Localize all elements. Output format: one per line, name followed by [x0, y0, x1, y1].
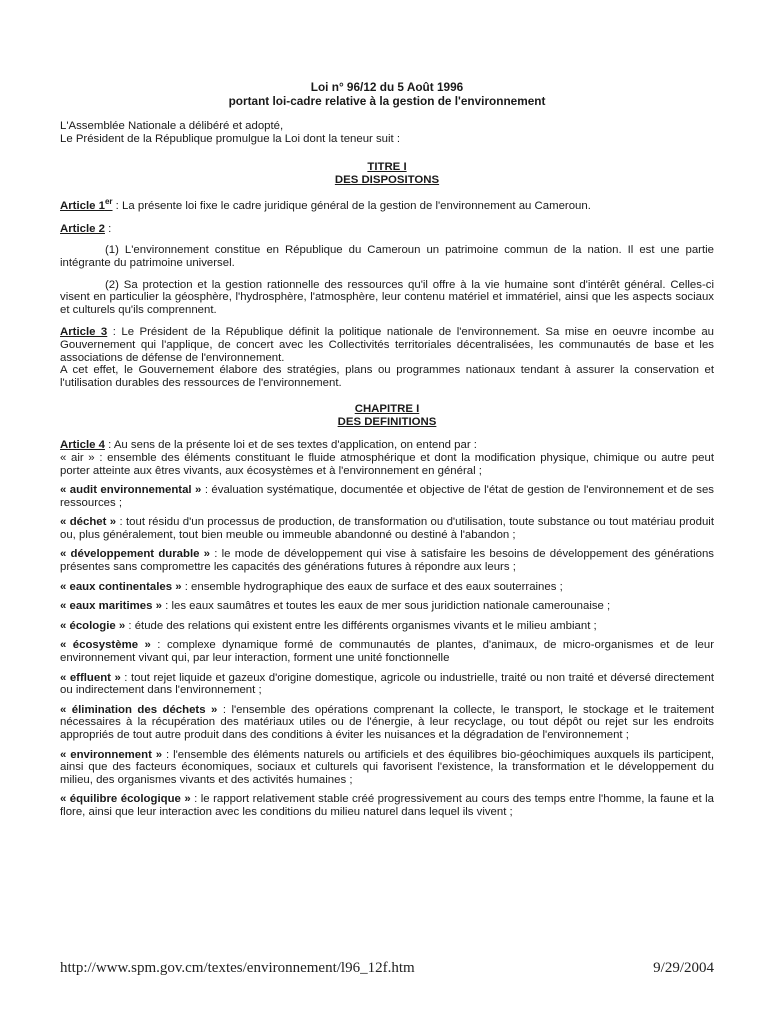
footer-url: http://www.spm.gov.cm/textes/environnement/l96_12f.htm	[60, 960, 415, 976]
definition-item	[60, 749, 714, 787]
definition-term: « équilibre écologique »	[60, 793, 191, 806]
definition-text: : le mode de développement qui vise à satisfaire les besoins de développement des générations présentes sans compromettre les capacités des générations futures à répondre aux leurs ;	[60, 548, 714, 574]
article-4-intro: Au sens de la présente loi et de ses textes d'application, on entend par :	[111, 439, 477, 452]
definition-item	[60, 793, 714, 818]
definition-item	[60, 516, 714, 541]
definition-text: : ensemble hydrographique des eaux de surface et des eaux souterraines ;	[181, 580, 563, 593]
article-1-superscript: er	[104, 197, 113, 207]
article-1-separator: :	[112, 200, 119, 213]
titre-heading	[60, 161, 714, 187]
document-title	[60, 80, 714, 108]
definition-term: « air »	[60, 451, 95, 464]
definition-term: « eaux maritimes »	[60, 600, 162, 613]
article-3-text: Le Président de la République définit la politique nationale de l'environnement. Sa mise en oeuvre incombe au Gouvernement qui l'applique, de concert avec les Collectivités territoriales décentralisées, les communautés de base et les associations de défense de l'environnement.	[60, 326, 715, 364]
article-3-separator: :	[107, 326, 116, 339]
article-2-separator: :	[104, 222, 112, 235]
title-line-2: portant loi-cadre relative à la gestion de l'environnement	[228, 94, 546, 108]
definition-term: « effluent »	[60, 671, 121, 684]
article-1-label	[60, 197, 113, 213]
article-4-separator: :	[104, 439, 112, 452]
preamble-line-2: Le Président de la République promulgue la Loi dont la teneur suit :	[60, 132, 401, 145]
title-line-1: Loi n° 96/12 du 5 Août 1996	[310, 80, 464, 94]
definition-item	[60, 600, 714, 613]
titre-subtitle: DES DISPOSITONS	[334, 174, 440, 187]
article-1-text: La présente loi fixe le cadre juridique général de la gestion de l'environnement au Cameroun.	[118, 200, 591, 213]
article-3-label: Article 3	[60, 326, 108, 339]
definition-item	[60, 672, 714, 697]
definition-text: : l'ensemble des opérations comprenant la collecte, le transport, le stockage et le traitement nécessaires à la récupération des matériaux utiles ou de l'énergie, à leur recyclage, ou tout dépôt ou rejet sur les endroits appropriés de tout autre produit dans des conditions à éviter les nuisances et la dégradation de l'environnement ;	[60, 703, 714, 741]
definitions-list	[60, 452, 714, 819]
definition-term: « écosystème »	[60, 639, 151, 652]
definition-item	[60, 452, 714, 477]
definition-item	[60, 704, 714, 742]
definition-item	[60, 548, 714, 573]
definition-text: : ensemble des éléments constituant le fluide atmosphérique et dont la modification physique, chimique ou autre peut porter atteinte aux êtres vivants, aux écosystèmes et à l'environnement en général ;	[60, 451, 714, 477]
article-2-label: Article 2	[60, 222, 105, 235]
preamble-line-1: L'Assemblée Nationale a délibéré et adopté,	[60, 120, 284, 132]
article-2	[60, 223, 714, 317]
preamble	[60, 120, 714, 145]
definition-text: : tout résidu d'un processus de production, de transformation ou d'utilisation, toute substance ou tout matériau produit ou, plus généralement, tout bien meuble ou immeuble abandonné ou destiné à l'abandon ;	[60, 516, 714, 541]
definition-text: : le rapport relativement stable créé progressivement au cours des temps entre l'homme, la faune et la flore, ainsi que leur interaction avec les conditions du milieu naturel dans lequel ils vivent ;	[60, 793, 714, 818]
titre-label: TITRE I	[367, 161, 407, 174]
definition-text: : les eaux saumâtres et toutes les eaux de mer sous juridiction nationale camerounaise ;	[161, 600, 611, 613]
definition-term: « développement durable »	[60, 548, 211, 561]
definition-term: « écologie »	[60, 619, 126, 632]
chapitre-subtitle: DES DEFINITIONS	[337, 416, 437, 429]
definition-text: : étude des relations qui existent entre les différents organismes vivants et le milieu ambiant ;	[125, 619, 597, 632]
article-2-paragraph-2: (2) Sa protection et la gestion rationnelle des ressources qu'il offre à la vie humaine sont d'intérêt général. Celles-ci visent en particulier la géosphère, l'hydrosphère, l'atmosphère, leur contenu matériel et immatériel, ainsi que les aspects sociaux et culturels qu'ils comprennent.	[60, 278, 714, 316]
definition-item	[60, 581, 714, 594]
article-3	[60, 326, 714, 389]
definition-text: : complexe dynamique formé de communautés de plantes, d'animaux, de micro-organismes et de leur environnement vivant qui, par leur interaction, forment une unité fonctionnelle	[60, 639, 714, 665]
chapitre-heading	[60, 403, 714, 429]
article-4-label: Article 4	[60, 439, 105, 452]
definition-term: « audit environnemental »	[60, 484, 202, 497]
definition-term: « eaux continentales »	[60, 580, 182, 593]
definition-term: « élimination des déchets »	[60, 703, 218, 716]
article-2-heading	[60, 223, 714, 236]
article-1-label-text: Article 1	[60, 200, 105, 213]
article-3-paragraph-2: A cet effet, le Gouvernement élabore des stratégies, plans ou programmes nationaux tendant à assurer la conservation et l'utilisation durables des ressources de l'environnement.	[60, 364, 714, 389]
definition-text: : tout rejet liquide et gazeux d'origine domestique, agricole ou industrielle, traité ou non traité et déversé directement ou indirectement dans l'environnement ;	[60, 671, 714, 697]
definition-text: : évaluation systématique, documentée et objective de l'état de gestion de l'environnement et de ses ressources ;	[60, 484, 714, 509]
definition-item	[60, 484, 714, 509]
article-4	[60, 439, 714, 452]
article-3-paragraph-1	[60, 326, 714, 364]
definition-item	[60, 639, 714, 664]
document-body	[60, 80, 714, 826]
definition-term: « déchet »	[60, 516, 117, 529]
footer-date: 9/29/2004	[653, 960, 714, 976]
chapitre-label: CHAPITRE I	[354, 403, 420, 416]
definition-text: : l'ensemble des éléments naturels ou artificiels et des équilibres bio-géochimiques auxquels ils participent, ainsi que des facteurs économiques, sociaux et culturels qui favorisent l'existence, la transformation et le développement du milieu, des organismes vivants et des activités humaines ;	[60, 748, 714, 786]
article-1	[60, 197, 714, 213]
article-2-paragraph-1: (1) L'environnement constitue en République du Cameroun un patrimoine commun de la nation. Il est une partie intégrante du patrimoine universel.	[60, 244, 714, 269]
definition-term: « environnement »	[60, 748, 163, 761]
definition-item	[60, 620, 714, 633]
